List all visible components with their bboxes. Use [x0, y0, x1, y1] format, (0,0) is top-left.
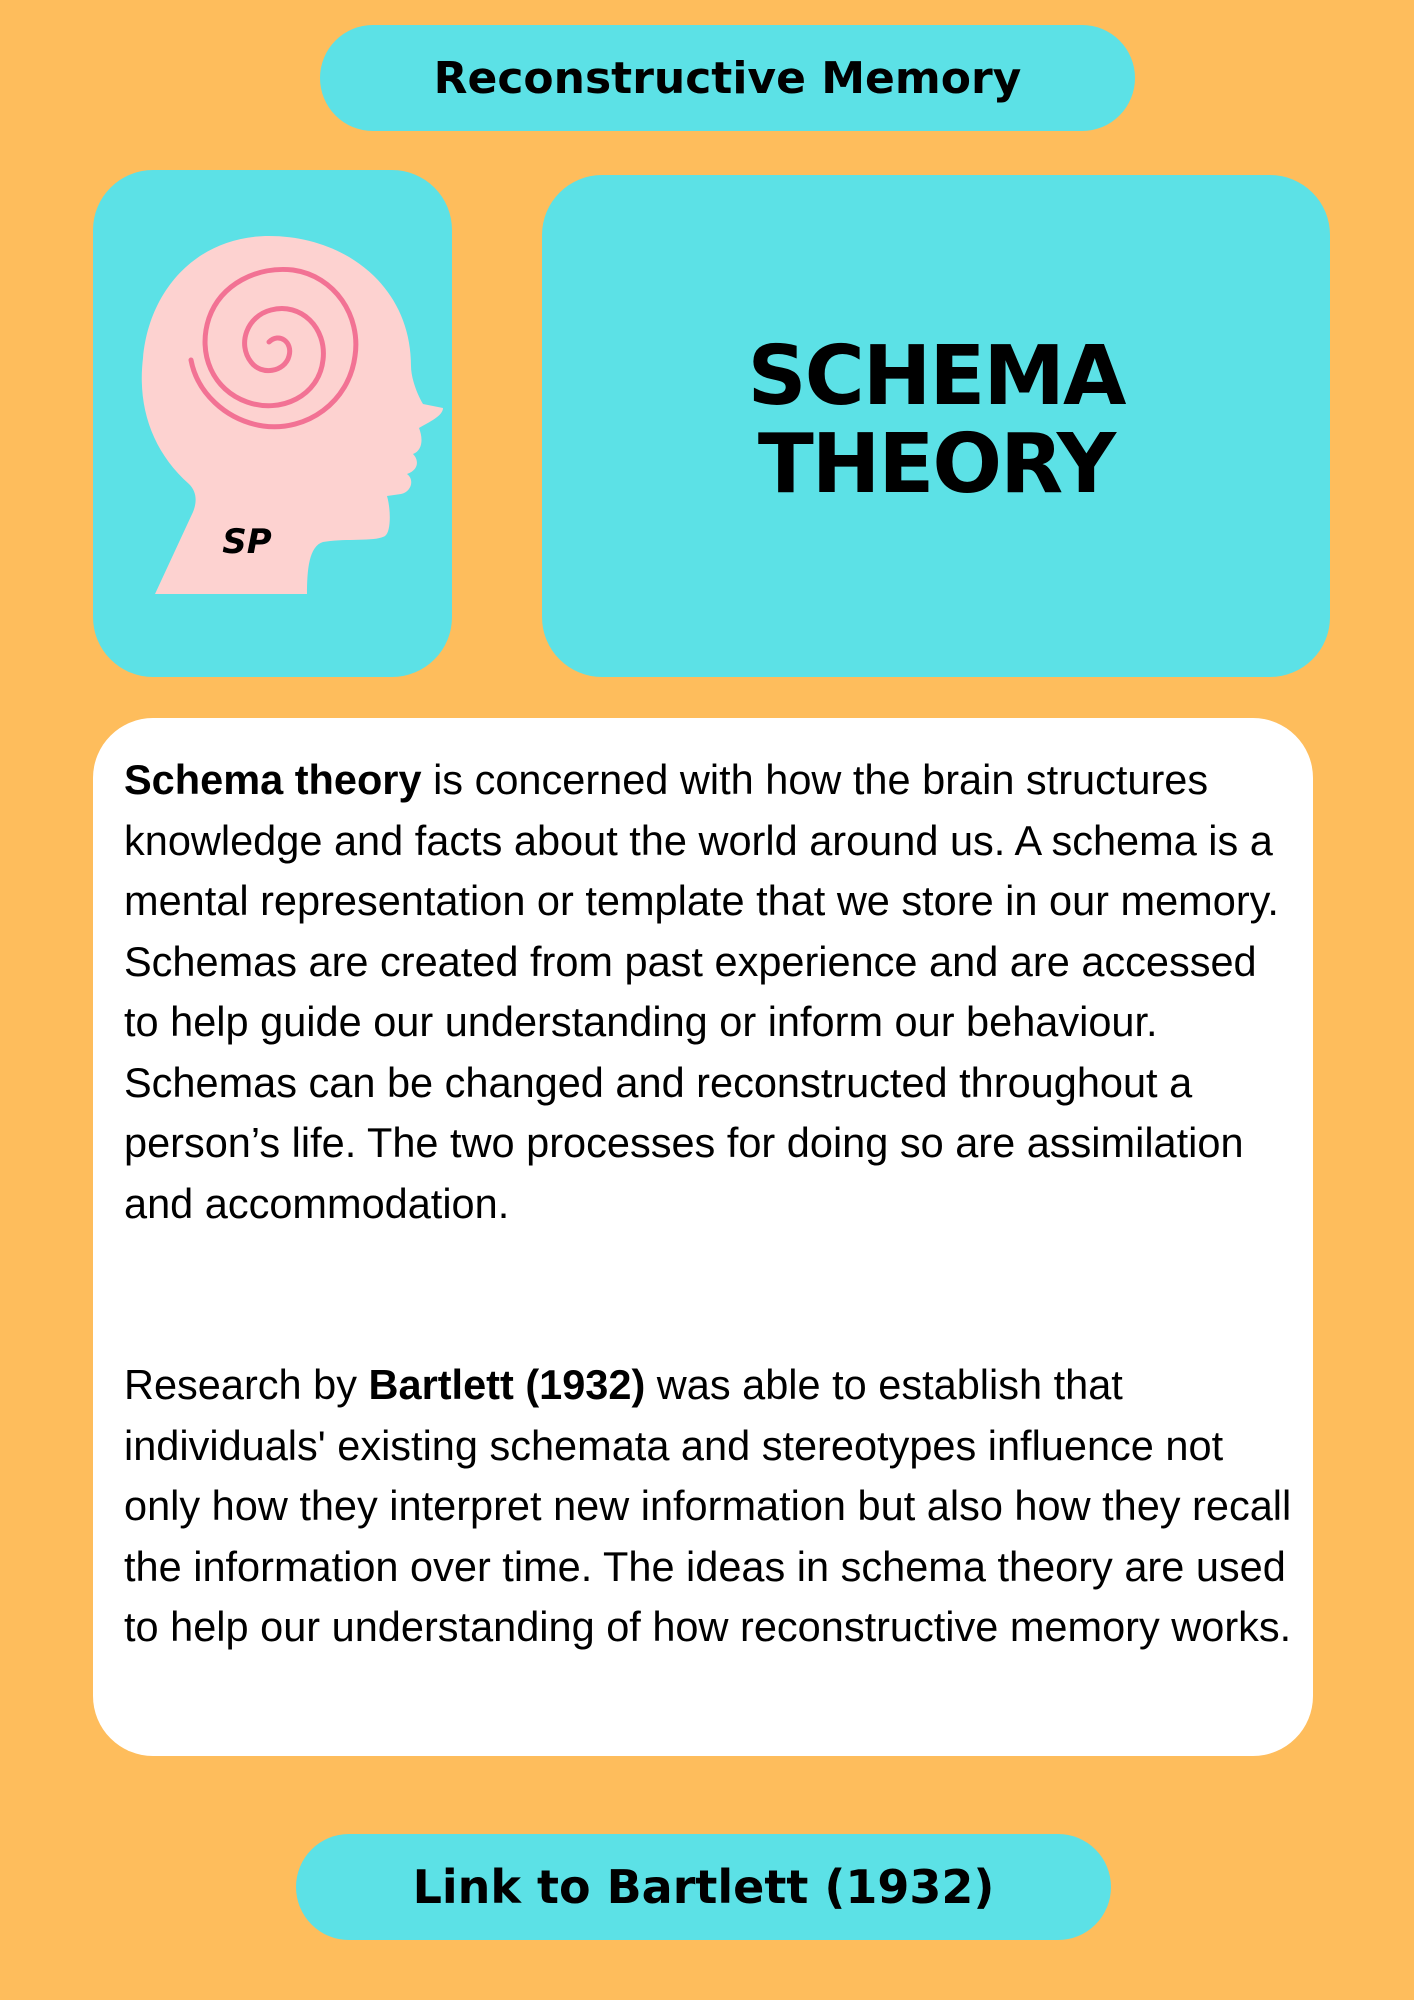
initials-label: SP [222, 522, 272, 562]
title-card [542, 175, 1330, 677]
title-line-1: SCHEMA [747, 329, 1125, 424]
head-illustration-card [93, 170, 452, 677]
link-bartlett-button[interactable] [296, 1834, 1111, 1940]
title-line-2: THEORY [757, 417, 1115, 512]
paragraph-1-text: is concerned with how the brain structures knowledge and facts about the world around us. A schema is a mental representation or template that we store in our memory. Schemas are created from past experience and are accessed to help guide our understanding or inform our behaviour. Schemas can be changed and reconstructed throughout a person’s life. The two processes for doing so are assimilation and accommodation. [124, 756, 1279, 1227]
page-header-title: Reconstructive Memory [433, 52, 1022, 104]
term-schema-theory: Schema theory [124, 756, 422, 803]
schema-theory-title [747, 329, 1125, 512]
link-bartlett-label: Link to Bartlett (1932) [412, 1860, 995, 1914]
description-card [93, 718, 1313, 1756]
paragraph-2-text: was able to establish that individuals' existing schemata and stereotypes influence not only how they interpret new information but also how they recall the information over time. The ideas in schema theory are used to help our understanding of how reconstructive memory works. [124, 1361, 1292, 1650]
paragraph-schema-theory [124, 750, 1296, 1234]
term-bartlett: Bartlett (1932) [368, 1361, 646, 1408]
head-silhouette [142, 236, 443, 594]
page-header-pill [320, 25, 1135, 131]
paragraph-bartlett-research [124, 1355, 1296, 1658]
human-head-spiral-icon [93, 170, 452, 677]
paragraph-2-intro: Research by [124, 1361, 369, 1408]
